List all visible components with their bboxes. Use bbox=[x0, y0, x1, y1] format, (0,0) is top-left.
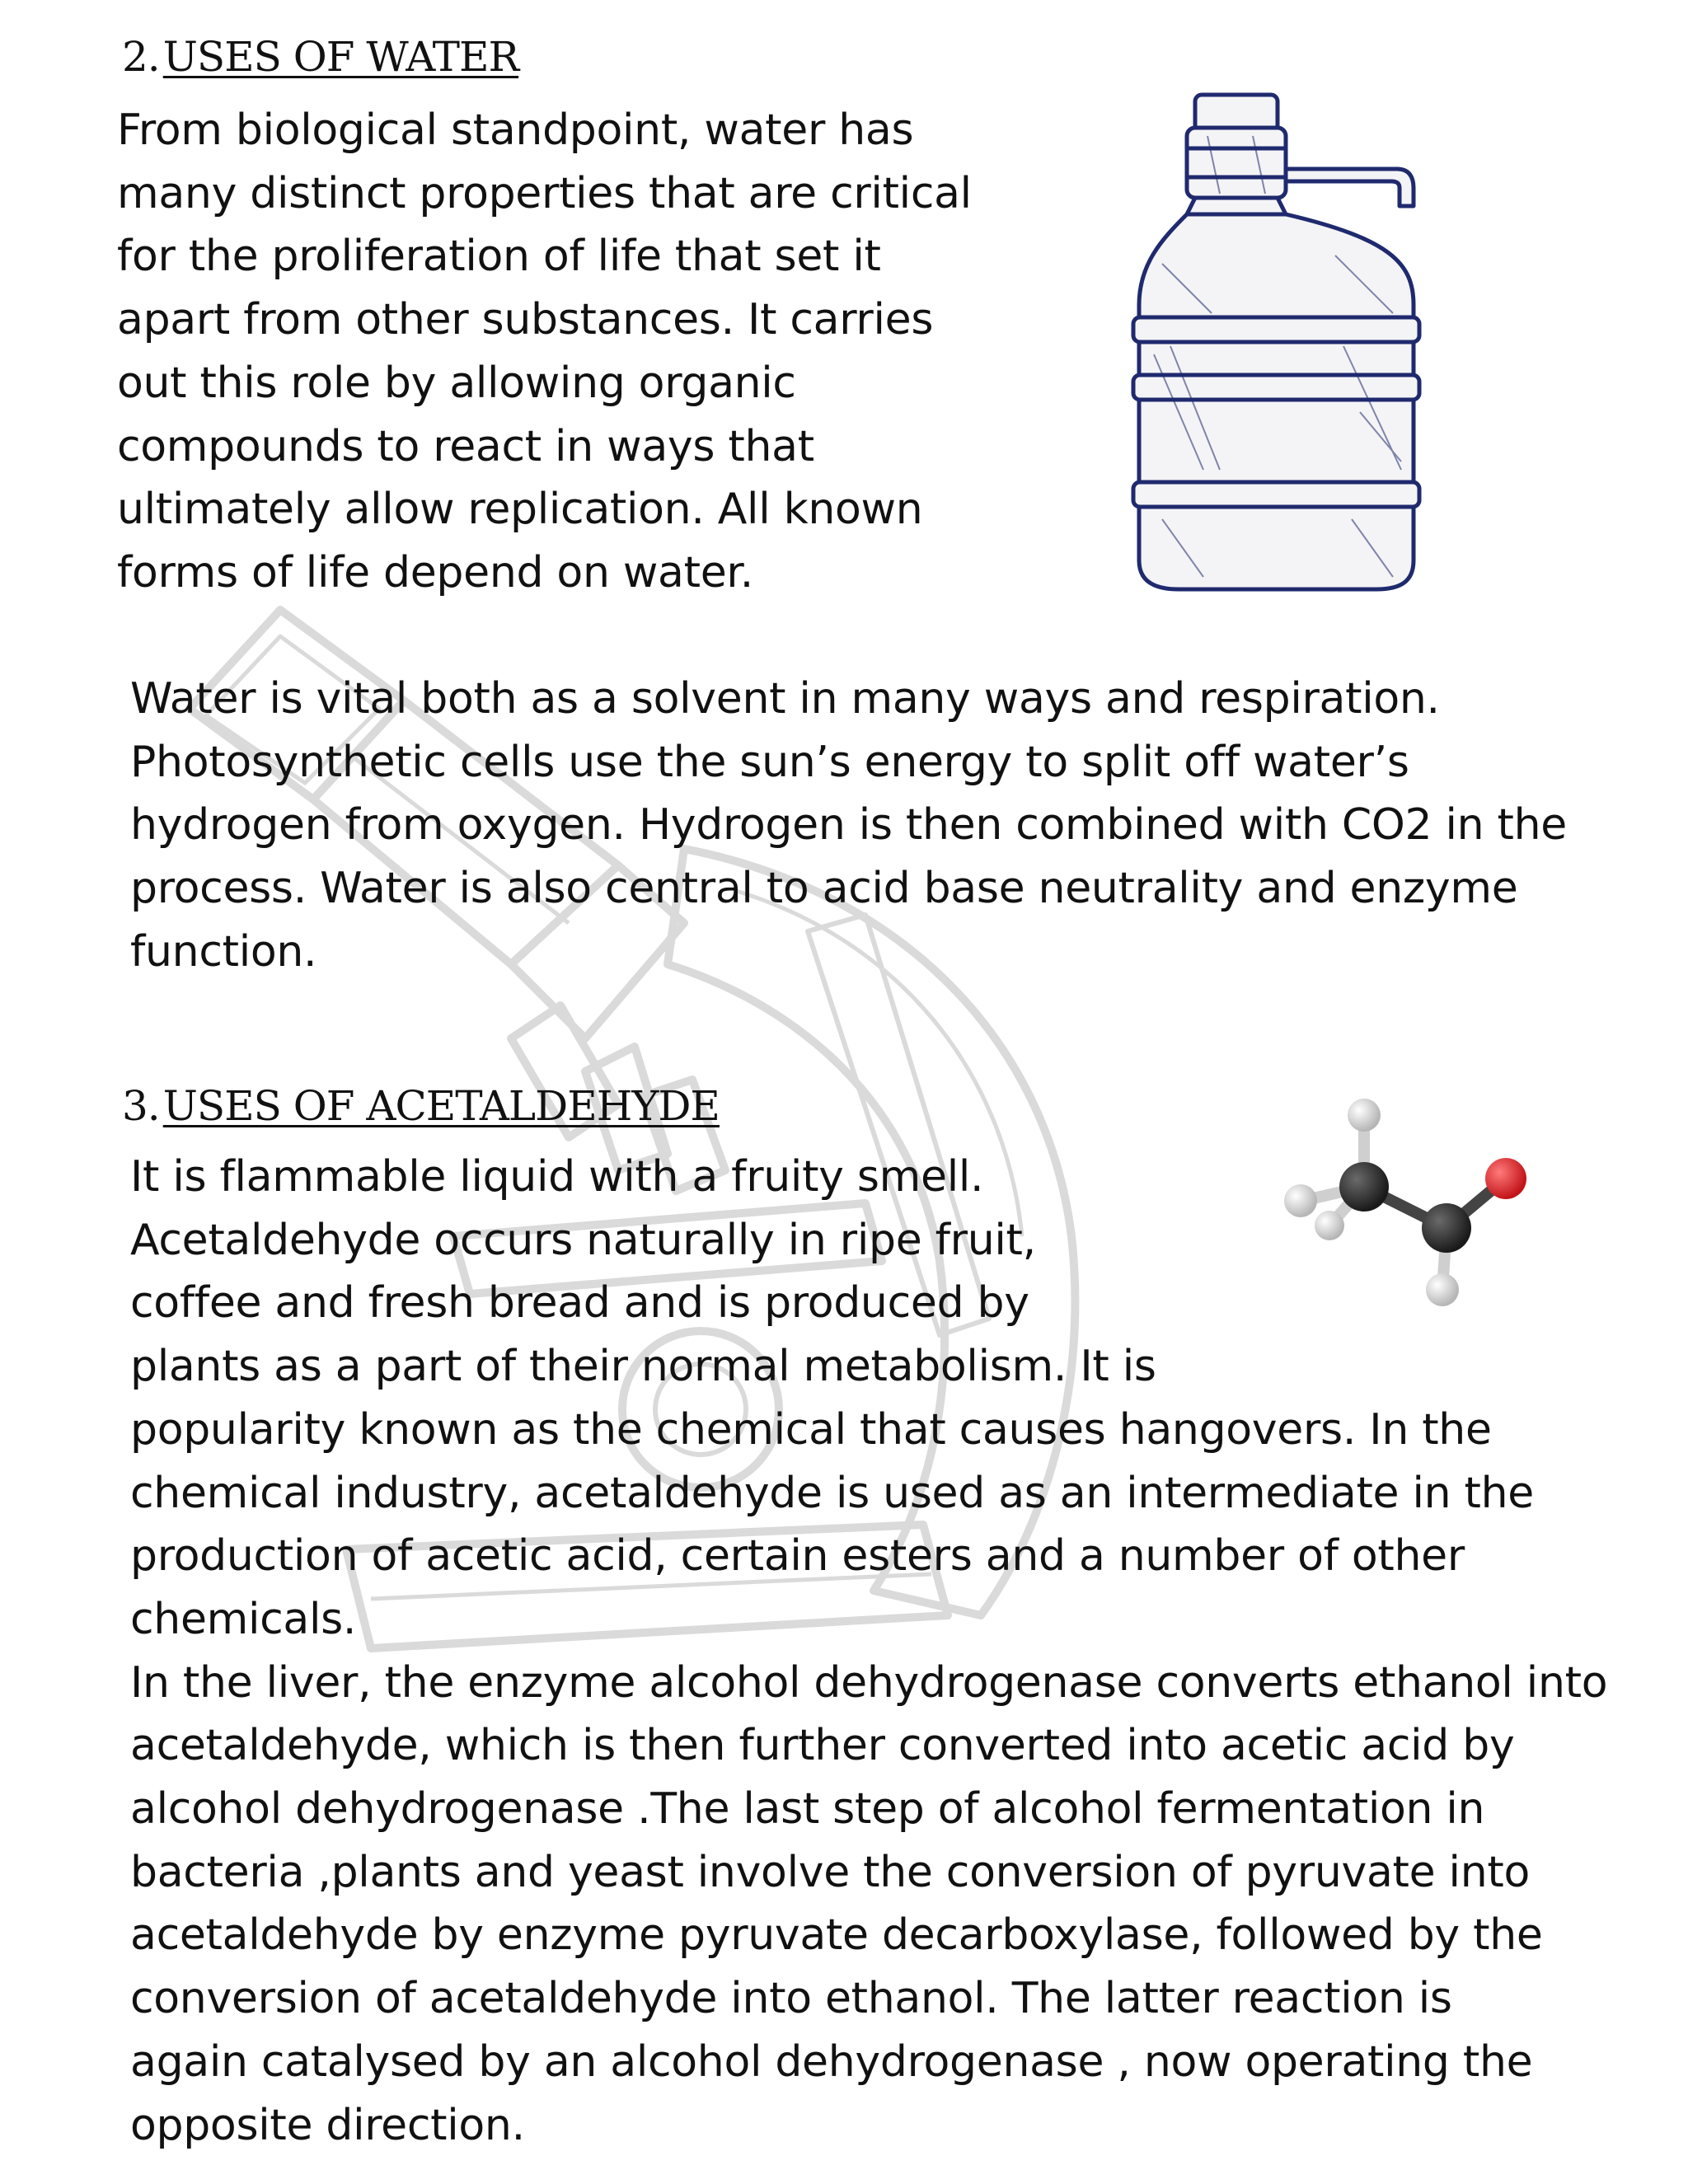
paragraph-line: ultimately allow replication. All known bbox=[117, 485, 923, 535]
paragraph-line: function. bbox=[130, 926, 317, 977]
paragraph-line: forms of life depend on water. bbox=[117, 547, 753, 598]
paragraph-line: conversion of acetaldehyde into ethanol. The latter reaction is bbox=[130, 1974, 1452, 2024]
hydrogen-atom bbox=[1348, 1099, 1381, 1132]
paragraph-line: popularity known as the chemical that causes hangovers. In the bbox=[130, 1404, 1492, 1455]
paragraph-line: chemical industry, acetaldehyde is used as an intermediate in the bbox=[130, 1468, 1534, 1518]
paragraph-line: From biological standpoint, water has bbox=[117, 105, 914, 155]
section-2-title: USES OF WATER bbox=[162, 33, 519, 81]
paragraph-line: again catalysed by an alcohol dehydrogenase , now operating the bbox=[130, 2036, 1533, 2087]
paragraph-line: chemicals. bbox=[130, 1594, 357, 1644]
paragraph-line: Acetaldehyde occurs naturally in ripe fruit, bbox=[130, 1215, 1036, 1265]
section-3-title: USES OF ACETALDEHYDE bbox=[162, 1082, 720, 1130]
paragraph-line: for the proliferation of life that set it bbox=[117, 232, 881, 282]
section-2-number: 2. bbox=[122, 33, 160, 81]
paragraph-line: bacteria ,plants and yeast involve the conversion of pyruvate into bbox=[130, 1847, 1530, 1897]
paragraph-line: many distinct properties that are critical bbox=[117, 168, 972, 218]
section-2-heading bbox=[122, 33, 518, 81]
water-intro-paragraph bbox=[117, 99, 972, 605]
paragraph-line: plants as a part of their normal metabolism. It is bbox=[130, 1342, 1156, 1392]
water-vital-paragraph bbox=[130, 668, 1567, 984]
paragraph-line: hydrogen from oxygen. Hydrogen is then combined with CO2 in the bbox=[130, 800, 1567, 851]
paragraph-line: In the liver, the enzyme alcohol dehydrogenase converts ethanol into bbox=[130, 1657, 1608, 1708]
paragraph-line: production of acetic acid, certain esters and a number of other bbox=[130, 1531, 1465, 1582]
paragraph-line: It is flammable liquid with a fruity smell. bbox=[130, 1152, 984, 1202]
paragraph-line: out this role by allowing organic bbox=[117, 358, 796, 408]
paragraph-line: Water is vital both as a solvent in many ways and respiration. bbox=[130, 674, 1440, 724]
section-3-number: 3. bbox=[122, 1082, 160, 1130]
paragraph-line: compounds to react in ways that bbox=[117, 421, 814, 471]
paragraph-line: acetaldehyde by enzyme pyruvate decarboxylase, followed by the bbox=[130, 1910, 1543, 1961]
section-3-heading bbox=[122, 1082, 720, 1130]
paragraph-line: Photosynthetic cells use the sun’s energy to split off water’s bbox=[130, 737, 1409, 787]
acetaldehyde-paragraph bbox=[130, 1146, 1607, 2157]
paragraph-line: opposite direction. bbox=[130, 2100, 525, 2150]
paragraph-line: apart from other substances. It carries bbox=[117, 295, 934, 345]
paragraph-line: acetaldehyde, which is then further converted into acetic acid by bbox=[130, 1721, 1515, 1771]
paragraph-line: coffee and fresh bread and is produced by bbox=[130, 1278, 1029, 1329]
paragraph-line: process. Water is also central to acid base neutrality and enzyme bbox=[130, 864, 1518, 914]
paragraph-line: alcohol dehydrogenase .The last step of alcohol fermentation in bbox=[130, 1784, 1485, 1835]
water-bottle-icon bbox=[1129, 82, 1442, 602]
